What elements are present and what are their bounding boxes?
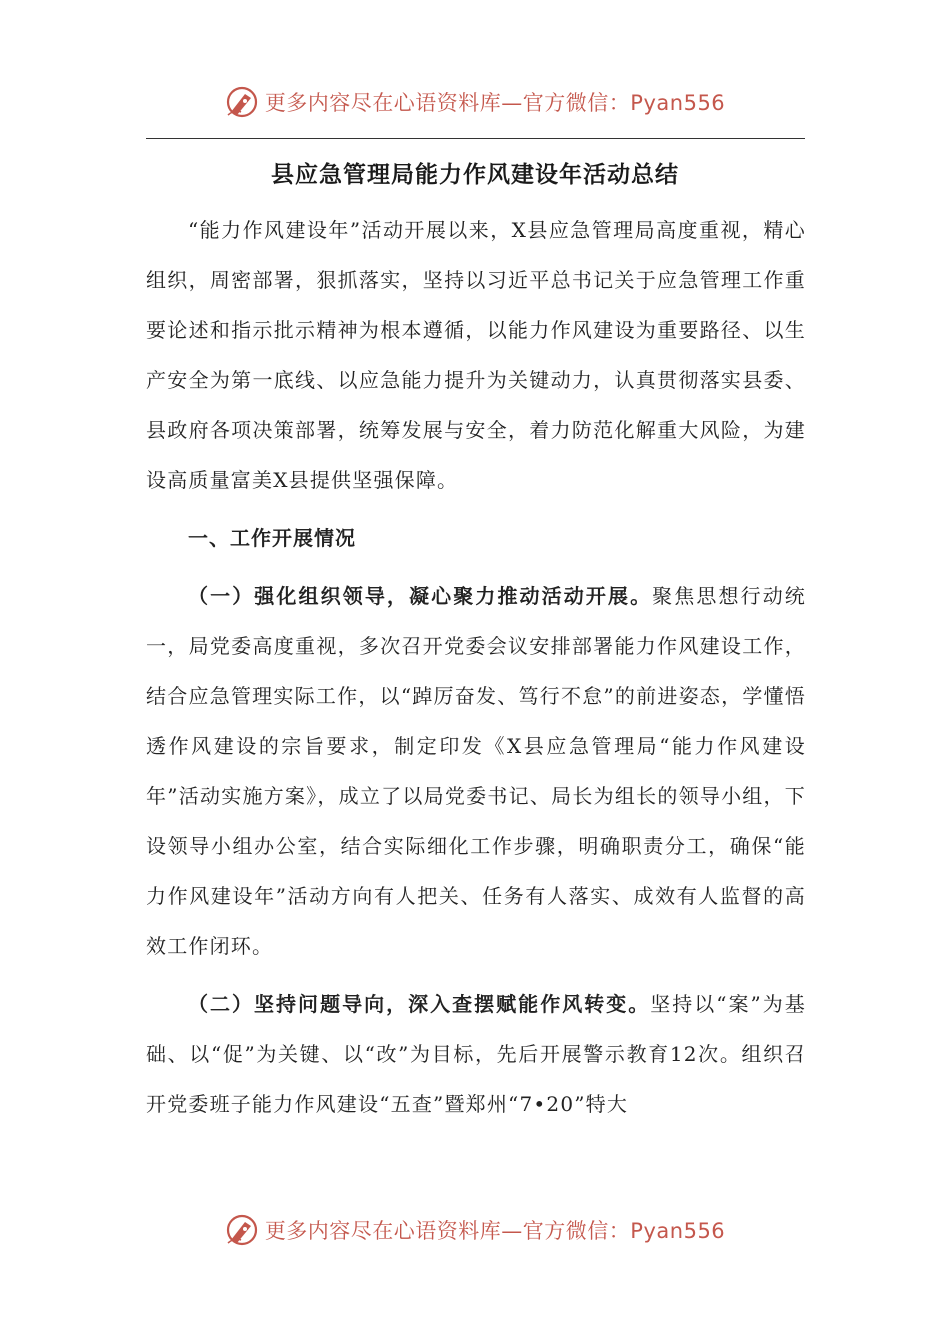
pen-nib-circle-icon [225,1213,259,1247]
intro-paragraph: “能力作风建设年”活动开展以来，X县应急管理局高度重视，精心组织，周密部署，狠抓落实，坚持以习近平总书记关于应急管理工作重要论述和指示批示精神为根本遵循，以能力作风建设为重要路径、以生产安全为第一底线、以应急能力提升为关键动力，认真贯彻落实县委、县政府各项决策部署，统筹发展与安全，着力防范化解重大风险，为建设高质量富美X县提供坚强保障。 [146,218,806,492]
item-1-lead: （一）强化组织领导，凝心聚力推动活动开展。 [188,584,653,608]
item-2-paragraph [146,979,806,1129]
item-1-paragraph [146,571,806,971]
item-1-body: 聚焦思想行动统一，局党委高度重视，多次召开党委会议安排部署能力作风建设工作，结合应急管理实际工作，以“踔厉奋发、笃行不怠”的前进姿态，学懂悟透作风建设的宗旨要求，制定印发《X县应急管理局“能力作风建设年”活动实施方案》，成立了以局党委书记、局长为组长的领导小组，下设领导小组办公室，结合实际细化工作步骤，明确职责分工，确保“能力作风建设年”活动方向有人把关、任务有人落实、成效有人监督的高效工作闭环。 [146,584,806,958]
item-2-lead: （二）坚持问题导向，深入查摆赋能作风转变。 [188,992,651,1016]
section-heading: 一、工作开展情况 [188,526,356,550]
document-body [146,205,806,1137]
item-2-body: 坚持以“案”为基础、以“促”为关键、以“改”为目标，先后开展警示教育12次。组织召开党委班子能力作风建设“五查”暨郑州“7•20”特大 [146,992,806,1116]
document-title: 县应急管理局能力作风建设年活动总结 [271,162,679,188]
header-watermark [0,82,950,122]
watermark-text: 更多内容尽在心语资料库—官方微信：Pyan556 [264,91,726,115]
watermark-text: 更多内容尽在心语资料库—官方微信：Pyan556 [264,1219,726,1243]
pen-nib-circle-icon [225,85,259,119]
footer-watermark [0,1210,950,1250]
header-divider [146,138,805,139]
